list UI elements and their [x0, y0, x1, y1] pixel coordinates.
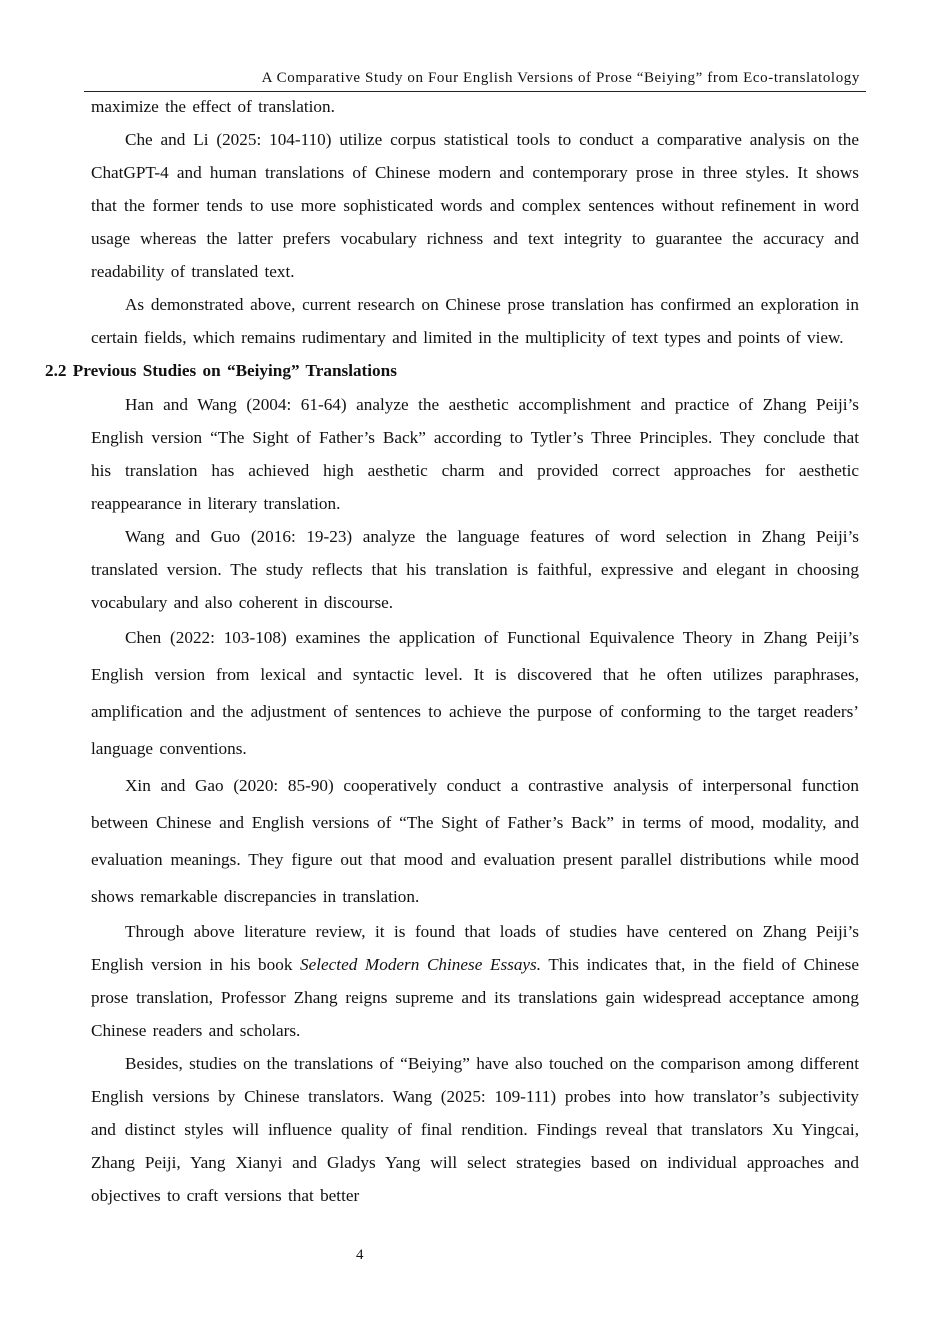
body-text [45, 90, 859, 1212]
book-title: Selected Modern Chinese Essays. [300, 955, 542, 974]
paragraph-xin-gao: Xin and Gao (2020: 85-90) cooperatively conduct a contrastive analysis of interpersonal function between Chinese and English versions of “The Sight of Father’s Back” in terms of mood, modality, and evaluation meanings. They figure out that mood and evaluation present parallel distributions while mood shows remarkable discrepancies in translation. [91, 776, 859, 906]
review-text-start: Through above literature review, it is found that loads of studies have centered on Zhang Peiji’s English version in his book [91, 922, 859, 974]
paragraph-summary: As demonstrated above, current research on Chinese prose translation has confirmed an exploration in certain fields, which remains rudimentary and limited in the multiplicity of text types and points of view. [91, 295, 859, 347]
paragraph-literature-review [91, 915, 859, 1047]
paragraph-chen: Chen (2022: 103-108) examines the application of Functional Equivalence Theory in Zhang Peiji’s English version from lexical and syntactic level. It is discovered that he often utilizes paraphrases, amplification and the adjustment of sentences to achieve the purpose of conforming to the target readers’ language conventions. [91, 628, 859, 758]
paragraph-continuation: maximize the effect of translation. [91, 97, 335, 116]
paragraph-che-li: Che and Li (2025: 104-110) utilize corpus statistical tools to conduct a comparative analysis on the ChatGPT-4 and human translations of Chinese modern and contemporary prose in three styles. It shows that the former tends to use more sophisticated words and complex sentences without refinement in word usage whereas the latter prefers vocabulary richness and text integrity to guarantee the accuracy and readability of translated text. [91, 130, 859, 281]
section-heading: 2.2 Previous Studies on “Beiying” Translations [45, 361, 397, 380]
paragraph-besides: Besides, studies on the translations of “Beiying” have also touched on the comparison among different English versions by Chinese translators. Wang (2025: 109-111) probes into how translator’s subjectivity and distinct styles will influence quality of final rendition. Findings reveal that translators Xu Yingcai, Zhang Peiji, Yang Xianyi and Gladys Yang will select strategies based on individual approaches and objectives to craft versions that better [91, 1054, 859, 1205]
paragraph-wang-guo: Wang and Guo (2016: 19-23) analyze the language features of word selection in Zhang Peiji’s translated version. The study reflects that his translation is faithful, expressive and elegant in choosing vocabulary and also coherent in discourse. [91, 527, 859, 612]
review-text-end: This indicates that, in the field of Chinese prose translation, Professor Zhang reigns supreme and its translations gain widespread acceptance among Chinese readers and scholars. [91, 955, 859, 1040]
paragraph-han-wang: Han and Wang (2004: 61-64) analyze the aesthetic accomplishment and practice of Zhang Peiji’s English version “The Sight of Father’s Back” according to Tytler’s Three Principles. They conclude that his translation has achieved high aesthetic charm and provided correct approaches for aesthetic reappearance in literary translation. [91, 395, 859, 513]
page-number: 4 [356, 1247, 364, 1263]
running-header: A Comparative Study on Four English Versions of Prose “Beiying” from Eco-translatology [261, 70, 860, 86]
